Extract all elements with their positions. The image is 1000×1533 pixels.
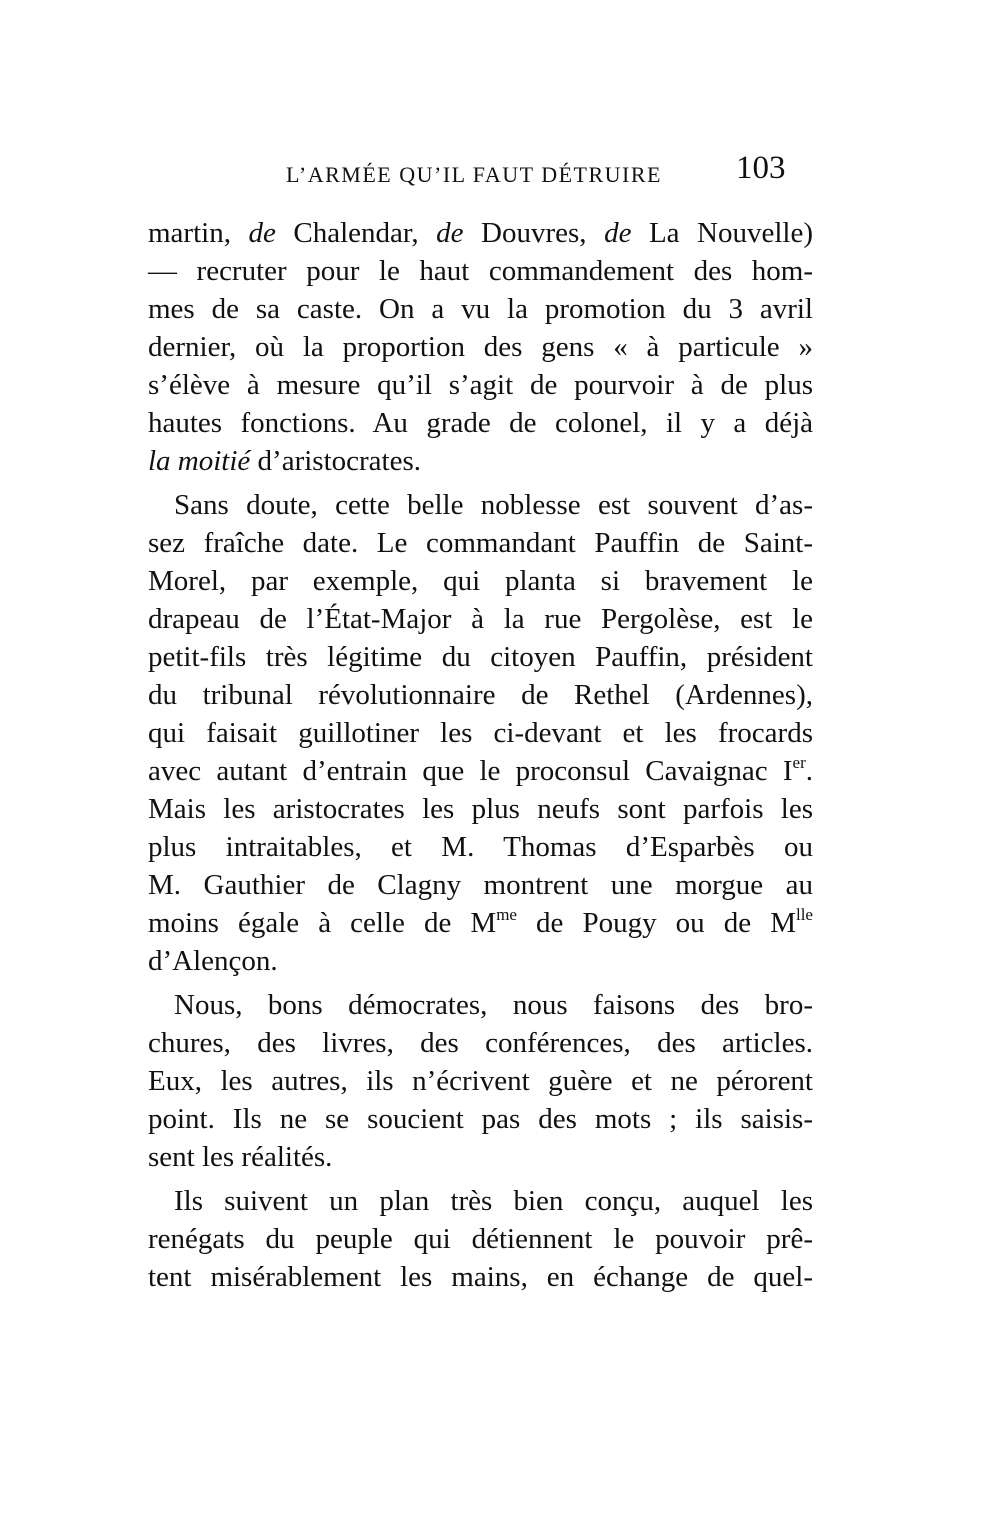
text-line: d’Alençon.: [148, 945, 278, 977]
text-line: renégats du peuple qui détiennent le pouvoir prê-: [148, 1223, 813, 1255]
text-line: Mais les aristocrates les plus neufs sont parfois les: [148, 793, 813, 825]
body-text: [148, 214, 813, 1296]
paragraph-first-line: Ils suivent un plan très bien conçu, auquel les: [174, 1185, 813, 1217]
text-line: du tribunal révolutionnaire de Rethel (Ardennes),: [148, 679, 813, 711]
text-line: hautes fonctions. Au grade de colonel, il y a déjà: [148, 407, 813, 439]
text-line: drapeau de l’État-Major à la rue Pergolèse, est le: [148, 603, 813, 635]
text-line: s’élève à mesure qu’il s’agit de pourvoir à de plus: [148, 369, 813, 401]
text-line: avec autant d’entrain que le proconsul Cavaignac Ier.: [148, 753, 813, 787]
text-line: M. Gauthier de Clagny montrent une morgue au: [148, 869, 813, 901]
text-line: moins égale à celle de $M^{me}$ de Pougy ou de $M^{lle}$: [148, 905, 813, 939]
text-line: mes de sa caste. On a vu la promotion du 3 avril: [148, 293, 813, 325]
text-line: tent misérablement les mains, en échange de quel-: [148, 1261, 813, 1293]
text-line: petit-fils très légitime du citoyen Pauffin, président: [148, 641, 813, 673]
text-line: — recruter pour le haut commandement des hom-: [148, 255, 813, 287]
text-line: sez fraîche date. Le commandant Pauffin de Saint-: [148, 527, 813, 559]
text-line: la moitié d’aristocrates.: [148, 445, 421, 477]
text-line: sent les réalités.: [148, 1141, 333, 1173]
paragraph-first-line: Nous, bons démocrates, nous faisons des bro-: [174, 989, 813, 1021]
text-line: martin, de Chalendar, de Douvres, de La Nouvelle): [148, 217, 814, 249]
text-line: Eux, les autres, ils n’écrivent guère et ne pérorent: [148, 1065, 813, 1097]
page-number: 103: [736, 150, 786, 186]
text-line: qui faisait guillotiner les ci-devant et les frocards: [148, 717, 813, 749]
text-line: Morel, par exemple, qui planta si bravement le: [148, 565, 813, 597]
text-line: chures, des livres, des conférences, des articles.: [148, 1027, 813, 1059]
text-line: point. Ils ne se soucient pas des mots ; ils saisis-: [148, 1103, 813, 1135]
text-line: plus intraitables, et M. Thomas d’Esparbès ou: [148, 831, 813, 863]
paragraph-first-line: Sans doute, cette belle noblesse est souvent d’as-: [174, 489, 813, 521]
text-line: dernier, où la proportion des gens « à particule »: [148, 331, 813, 363]
running-head: L’ARMÉE QU’IL FAUT DÉTRUIRE: [286, 162, 662, 187]
